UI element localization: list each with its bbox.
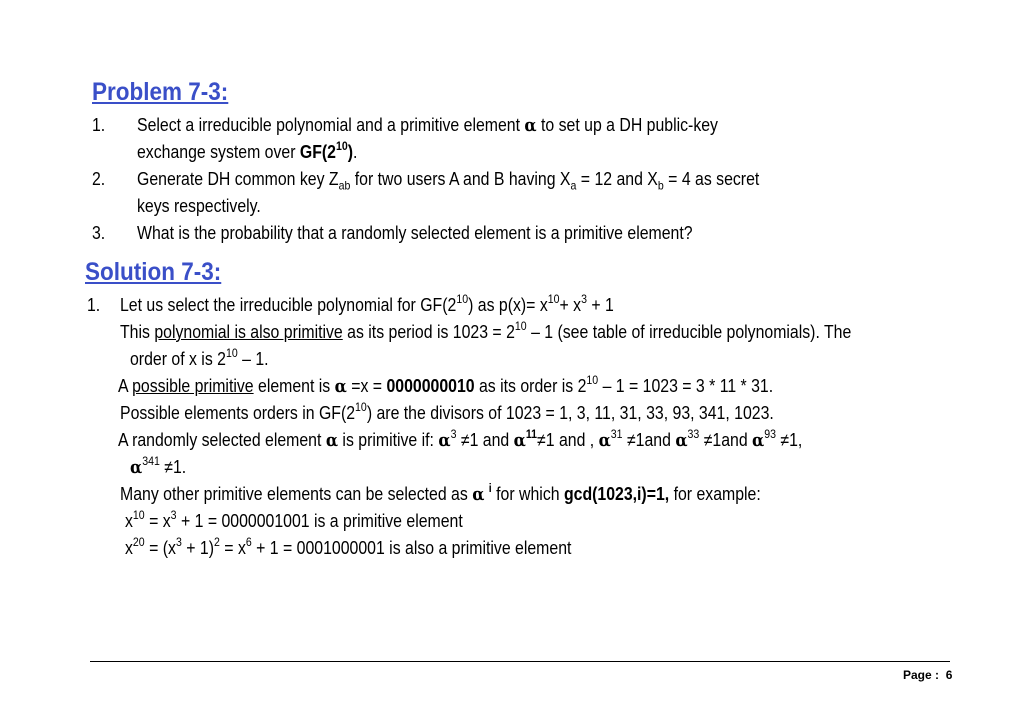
text: for example: — [673, 484, 761, 504]
text: Let us select the irreducible polynomial for GF(2 — [120, 295, 457, 315]
alpha-symbol: α — [438, 430, 451, 451]
alpha-symbol: α — [524, 115, 537, 136]
page-label: Page : — [903, 668, 940, 682]
text: to set up a DH public-key — [541, 115, 718, 135]
problem-item-1-line-1 — [137, 114, 718, 137]
text: Generate DH common key Z — [137, 169, 339, 189]
exponent: 6 — [245, 535, 252, 549]
solution-line-9 — [125, 510, 463, 532]
text: 1, — [789, 430, 803, 450]
text: for which — [496, 484, 560, 504]
footer-divider — [90, 661, 950, 662]
subscript-b: b — [657, 178, 664, 193]
solution-line-4 — [118, 375, 773, 398]
alpha-symbol: α — [598, 430, 611, 451]
gf-exponent: 10 — [335, 139, 348, 153]
underlined-text: polynomial is also primitive — [154, 322, 343, 342]
solution-line-3 — [130, 348, 269, 370]
text: Select a irreducible polynomial and a primitive element — [137, 115, 520, 135]
alpha-symbol: α — [334, 376, 347, 397]
text: and — [482, 430, 510, 450]
not-equal-symbol: ≠ — [164, 457, 173, 477]
solution-line-10 — [125, 537, 571, 559]
problem-item-3-number: 3. — [92, 223, 106, 243]
exponent: 10 — [456, 292, 469, 306]
alpha-symbol: α — [752, 430, 765, 451]
gf-close: ) — [347, 142, 354, 162]
exponent: 31 — [610, 427, 623, 441]
exponent: 20 — [132, 535, 145, 549]
exponent: 10 — [547, 292, 560, 306]
problem-item-3-line-1: What is the probability that a randomly selected element is a primitive element? — [137, 223, 693, 243]
text: 1 — [545, 430, 555, 450]
text: x — [125, 511, 133, 531]
exponent: 3 — [450, 427, 457, 441]
exponent: 2 — [213, 535, 220, 549]
text: + 1 = 0000001001 is a primitive element — [180, 511, 463, 531]
exponent: 3 — [581, 292, 587, 306]
solution-item-1-number: 1. — [87, 295, 101, 315]
underlined-text: possible primitive — [132, 376, 254, 396]
text: – 1 = 1023 = 3 * 11 * 31. — [602, 376, 774, 396]
alpha-symbol: α — [675, 430, 688, 451]
text: 1. — [172, 457, 187, 477]
not-equal-symbol: ≠ — [626, 430, 636, 450]
not-equal-symbol: ≠ — [460, 430, 470, 450]
page-number-value: 6 — [945, 668, 953, 682]
text: 1 — [469, 430, 479, 450]
exponent: 10 — [225, 346, 238, 360]
exponent: 10 — [514, 319, 527, 333]
problem-item-1-number: 1. — [92, 115, 106, 135]
problem-item-1-line-2 — [137, 141, 357, 163]
text: element is — [258, 376, 331, 396]
text: order of x is 2 — [130, 349, 226, 369]
problem-item-2-line-1 — [137, 168, 760, 193]
exponent: 11 — [525, 427, 538, 441]
exponent-i: i — [488, 481, 492, 495]
text: and , — [558, 430, 595, 450]
alpha-symbol: α — [325, 430, 339, 451]
text: 1and — [712, 430, 748, 450]
text: + 1 = 0001000001 is also a primitive element — [256, 538, 572, 558]
text: ) as p(x)= x — [468, 295, 548, 315]
subscript-ab: ab — [338, 178, 351, 193]
page-number — [903, 668, 952, 682]
exponent: 3 — [175, 535, 182, 549]
solution-line-2 — [120, 321, 851, 343]
gcd-condition: gcd(1023,i)=1, — [563, 484, 670, 504]
text: =x = — [351, 376, 383, 396]
period: . — [353, 142, 358, 162]
exponent: 10 — [132, 508, 145, 522]
exponent: 341 — [142, 454, 160, 468]
exponent: 10 — [355, 400, 367, 414]
solution-heading: Solution 7-3: — [85, 258, 222, 286]
text: 1and — [635, 430, 671, 450]
solution-line-1 — [120, 294, 614, 316]
text: = 4 as secret — [668, 169, 760, 189]
text: ) are the divisors of 1023 = 1, 3, 11, 31, 33, 93, 341, 1023. — [366, 403, 774, 423]
text: = (x — [149, 538, 176, 558]
text: for two users A and B having X — [354, 169, 571, 189]
alpha-symbol: α — [513, 430, 526, 451]
text: exchange system over — [137, 142, 296, 162]
text: Possible elements orders in GF(2 — [120, 403, 356, 423]
subscript-a: a — [570, 178, 577, 193]
alpha-symbol: α — [130, 457, 143, 478]
text: is primitive if: — [342, 430, 434, 450]
problem-item-2-number: 2. — [92, 169, 106, 189]
not-equal-symbol: ≠ — [703, 430, 713, 450]
text: A — [118, 376, 128, 396]
solution-line-6 — [118, 429, 802, 452]
text: as its period is 1023 = 2 — [347, 322, 515, 342]
text: + 1 — [591, 295, 614, 315]
bold-binary: 0000000010 — [386, 376, 475, 396]
text: Many other primitive elements can be selected as — [120, 484, 468, 504]
text: + x — [559, 295, 582, 315]
gf-base: GF(2 — [299, 142, 336, 162]
exponent: 3 — [170, 508, 177, 522]
problem-heading: Problem 7-3: — [92, 78, 229, 106]
text: = x — [224, 538, 246, 558]
gf-field — [299, 139, 354, 162]
text: = 12 and X — [580, 169, 658, 189]
solution-line-8 — [120, 483, 761, 506]
text: x — [125, 538, 133, 558]
not-equal-symbol: ≠ — [537, 430, 546, 450]
exponent: 33 — [687, 427, 700, 441]
text: = x — [149, 511, 171, 531]
problem-item-2-line-2: keys respectively. — [137, 196, 261, 216]
solution-line-5 — [120, 402, 774, 424]
text: + 1) — [186, 538, 214, 558]
text: as its order is 2 — [478, 376, 587, 396]
text: A randomly selected element — [118, 430, 322, 450]
not-equal-symbol: ≠ — [780, 430, 790, 450]
solution-line-7 — [130, 456, 186, 479]
alpha-symbol: α — [472, 484, 485, 505]
text: – 1. — [242, 349, 269, 369]
exponent: 93 — [764, 427, 777, 441]
exponent: 10 — [586, 373, 599, 387]
text: – 1 (see table of irreducible polynomials). The — [531, 322, 852, 342]
text: This — [120, 322, 150, 342]
